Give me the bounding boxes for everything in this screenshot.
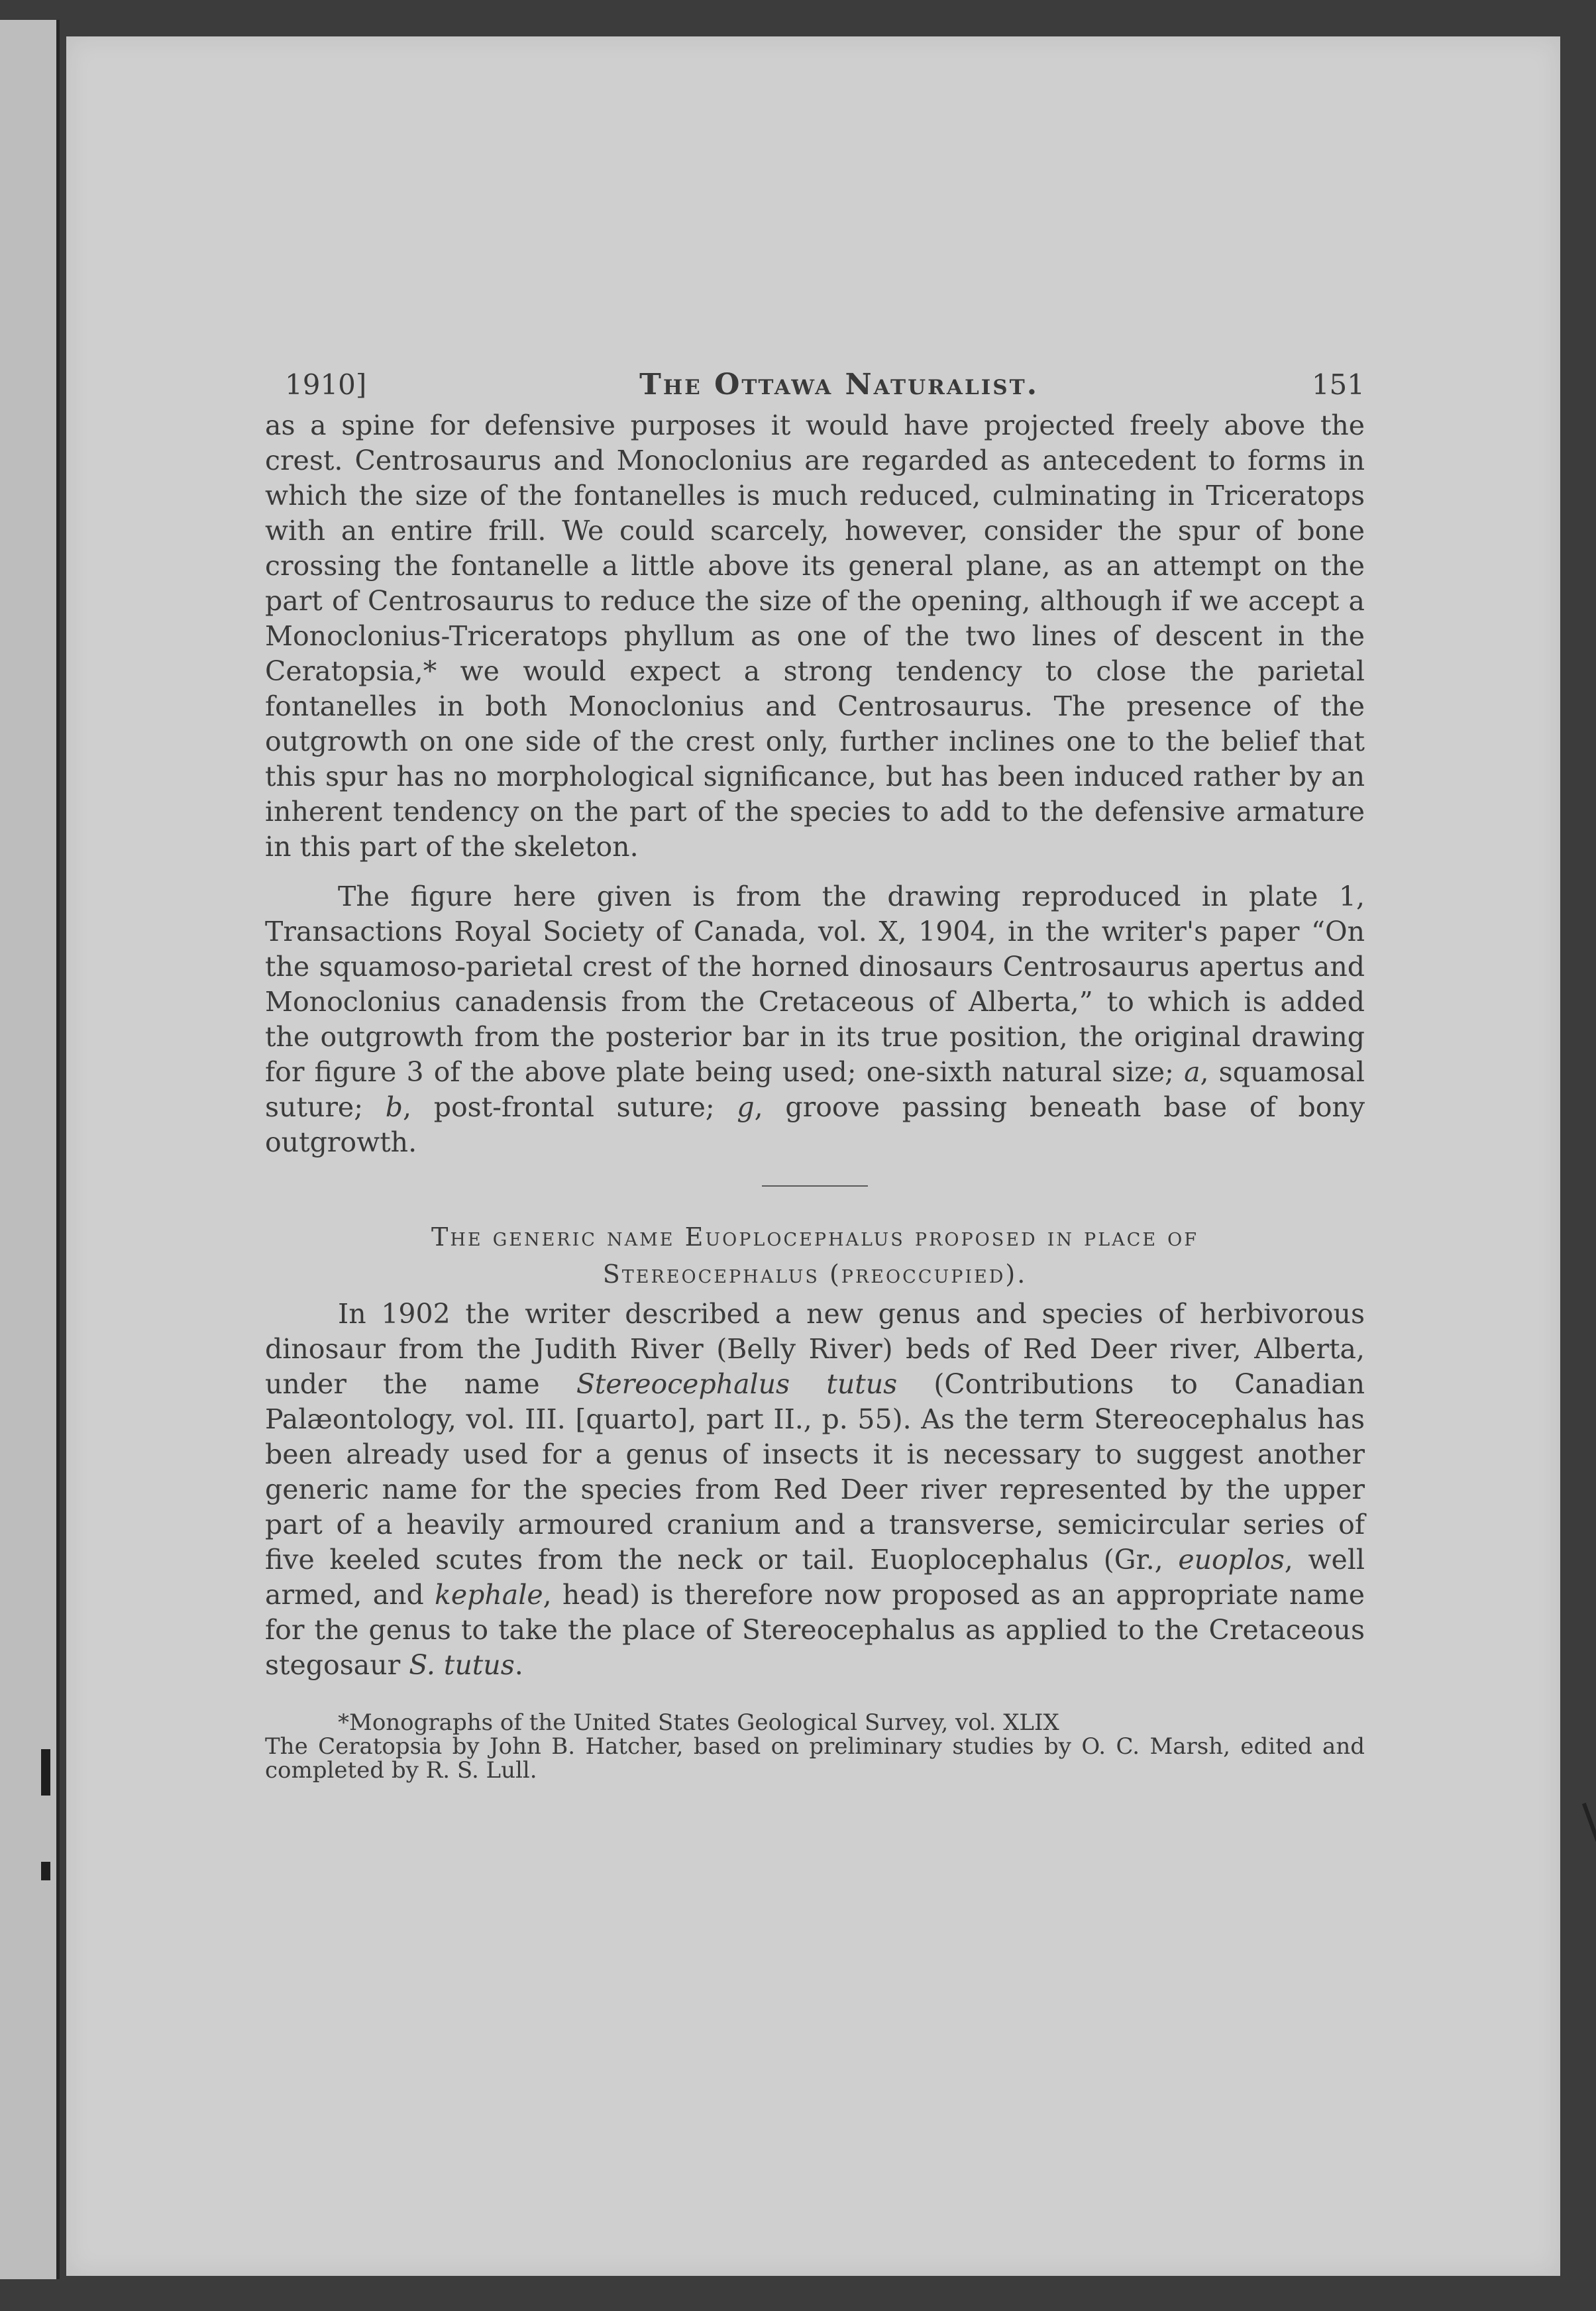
section-heading-line-2: Stereocephalus (preoccupied). [602, 1260, 1028, 1289]
species-name: Stereocephalus tutus [576, 1368, 898, 1400]
page-number: 151 [1311, 368, 1365, 401]
greek-term: kephale [435, 1579, 543, 1611]
body-paragraph-2 [265, 879, 1365, 1160]
label-a: a [1184, 1056, 1200, 1088]
footnote-line-1: *Monographs of the United States Geological Survey, vol. XLIX [338, 1709, 1059, 1736]
paragraph-3-text: (Contributions to Canadian Palæontology, vol. III. [quarto], part II., p. 55). As the term Stereocephalus has been already used for a genus of insects it is necessary to suggest another generic name for the species from Red Deer river represented by the upper part of a heavily armoured cranium and a transverse, semicircular series of five keeled scutes from the neck or tail. Euoplocephalus (Gr., [265, 1368, 1365, 1576]
label-g: g [737, 1091, 755, 1123]
paragraph-2-text: The figure here given is from the drawing reproduced in plate 1, Transactions Royal Society of Canada, vol. X, 1904, in the writer's paper “On the squamoso-parietal crest of the horned dinosaurs Centrosaurus apertus and Monoclonius canadensis from the Cretaceous of Alberta,” to which is added the outgrowth from the posterior bar in its true position, the original drawing for figure 3 of the above plate being used; one-sixth natural size; [265, 881, 1365, 1088]
section-divider [762, 1185, 868, 1187]
greek-term: euoplos [1178, 1544, 1285, 1576]
body-paragraph-1: as a spine for defensive purposes it would have projected freely above the crest. Centrosaurus and Monoclonius are regarded as antecedent to forms in which the size of the fontanelles is much reduced, culminating in Triceratops with an entire frill. We could scarcely, however, consider the spur of bone crossing the fontanelle a little above its general plane, as an attempt on the part of Centrosaurus to reduce the size of the opening, although if we accept a Monoclonius-Triceratops phyllum as one of the two lines of descent in the Ceratopsia,* we would expect a strong tendency to close the parietal fontanelles in both Monoclonius and Centrosaurus. The presence of the outgrowth on one side of the crest only, further inclines one to the belief that this spur has no morphological significance, but has been induced rather by an inherent tendency on the part of the species to add to the defensive armature in this part of the skeleton. [265, 409, 1365, 863]
paragraph-3-text: In 1902 the writer described a new genus and species of herbivorous dinosaur from the Judith River (Belly River) beds of Red Deer river, Alberta, under the name [265, 1298, 1365, 1400]
paragraph-3-text: , head) is therefore now proposed as an appropriate name for the genus to take the place of Stereocephalus as applied to the Cretaceous stegosaur [265, 1579, 1365, 1681]
binding-mark [41, 1862, 50, 1880]
paragraph-2-text: , post-frontal suture; [402, 1091, 737, 1123]
body-paragraph-3 [265, 1297, 1365, 1683]
paragraph-3-text: . [514, 1649, 523, 1681]
paragraph-3-text: , well armed, and [265, 1544, 1365, 1611]
label-b: b [385, 1091, 403, 1123]
page-content [265, 368, 1365, 1782]
species-name: S. tutus [409, 1649, 515, 1681]
footnote-rest: The Ceratopsia by John B. Hatcher, based on preliminary studies by O. C. Marsh, edited and completed by R. S. Lull. [265, 1733, 1365, 1784]
section-heading [265, 1218, 1365, 1293]
document-page [66, 36, 1560, 2276]
journal-title: The Ottawa Naturalist. [639, 368, 1039, 402]
footnote [265, 1711, 1365, 1782]
previous-page-edge [0, 20, 60, 2279]
paragraph-2-text: , groove passing beneath base of bony outgrowth. [265, 1091, 1365, 1158]
paragraph-2-text: , squamosal suture; [265, 1056, 1365, 1123]
header-year: 1910] [285, 368, 367, 401]
running-header [285, 368, 1365, 402]
section-heading-line-1: The generic name Euoplocephalus proposed in place of [431, 1222, 1198, 1252]
binding-mark [41, 1749, 50, 1796]
